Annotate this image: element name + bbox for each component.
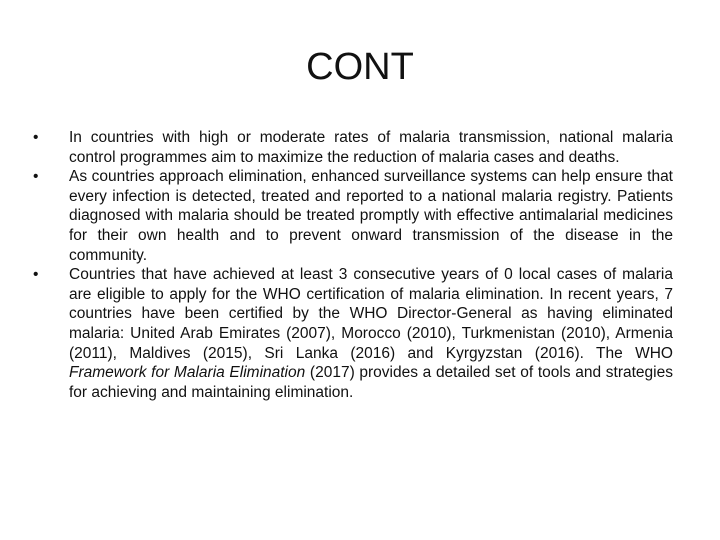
bullet-item-3 [33,265,673,402]
bullet-text [69,266,673,401]
bullet-icon: • [33,168,39,186]
bullet-icon: • [33,129,39,146]
bullet-text-after: (2017) provides a detailed set of tools and strategies for achieving and maintaining elimination. [69,364,673,401]
bullet-list [33,128,673,402]
bullet-text: As countries approach elimination, enhanced surveillance systems can help ensure that every infection is detected, treated and reported to a national malaria registry. Patients diagnosed with malaria should be treated promptly with effective antimalarial medicines for their own health and to prevent onward transmission of the disease in the community. [69,168,673,264]
framework-title: Framework for Malaria Elimination [69,364,306,382]
bullet-text-before: Countries that have achieved at least 3 consecutive years of 0 local cases of malaria are eligible to apply for the WHO certification of malaria elimination. In recent years, 7 countries have been certified by the WHO Director-General as having eliminated malaria: United Arab Emirates (2007), Morocco (2010), Turkmenistan (2010), Armenia (2011), Maldives (2015), Sri Lanka (2016) and Kyrgyzstan (2016). The WHO [69,266,673,362]
bullet-item-2 [33,167,673,265]
bullet-text: In countries with high or moderate rates of malaria transmission, national malaria control programmes aim to maximize the reduction of malaria cases and deaths. [69,129,673,166]
slide-title: CONT [306,46,414,88]
bullet-icon: • [33,266,39,284]
bullet-item-1 [33,128,673,167]
